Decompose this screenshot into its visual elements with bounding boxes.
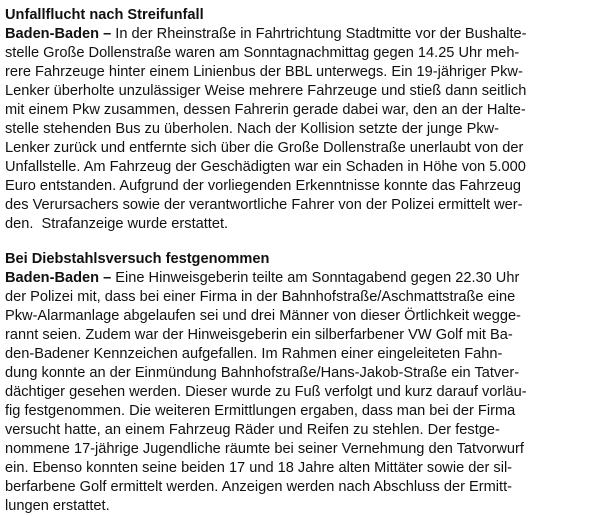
article-text-line: dung konnte an der Einmündung Bahnhofstraße/Hans-Jakob-Straße ein Tatver-	[5, 365, 520, 381]
article-diebstahlsversuch	[5, 250, 597, 516]
article-text-line: der Polizei mit, dass bei einer Firma in der Bahnhofstraße/Aschmattstraße eine	[5, 289, 516, 305]
article-text-line: dächtiger gesehen werden. Dieser wurde zu Fuß verfolgt und kurz darauf vorläu-	[5, 384, 527, 400]
article-text-line: rannt seien. Zudem war der Hinweisgeberin ein silberfarbener VW Golf mit Ba-	[5, 327, 513, 343]
article-text-line: In der Rheinstraße in Fahrtrichtung Stadtmitte vor der Bushalte-	[111, 26, 527, 42]
article-text-line: nommene 17-jährige Jugendliche räumte bei seiner Vernehmung den Tatvorwurf	[5, 441, 524, 457]
article-text-line: versucht hatte, an einem Fahrzeug Räder und Reifen zu stehlen. Der festge-	[5, 422, 500, 438]
article-text-line: stelle Große Dollenstraße waren am Sonntagnachmittag gegen 14.25 Uhr meh-	[5, 45, 520, 61]
article-first-line	[5, 269, 597, 288]
article-unfallflucht	[5, 6, 597, 234]
article-dateline: Baden-Baden –	[5, 270, 112, 286]
article-headline: Bei Diebstahlsversuch festgenommen	[5, 251, 270, 267]
article-text-line: mit einem Pkw zusammen, dessen Fahrerin gerade dabei war, den an der Halte-	[5, 102, 526, 118]
article-text-line: den. Strafanzeige wurde erstattet.	[5, 216, 229, 232]
article-text-line: berfarbene Golf ermittelt werden. Anzeigen werden nach Abschluss der Ermitt-	[5, 479, 512, 495]
article-text-line: fig festgenommen. Die weiteren Ermittlungen ergaben, dass man bei der Firma	[5, 403, 516, 419]
article-text-line: Pkw-Alarmanlage abgelaufen sei und drei Männer von dieser Örtlichkeit wegge-	[5, 308, 521, 324]
article-text-line: des Verursachers sowie der verantwortliche Fahrer von der Polizei ermittelt wer-	[5, 197, 523, 213]
article-text-line: Eine Hinweisgeberin teilte am Sonntagabend gegen 22.30 Uhr	[111, 270, 520, 286]
article-dateline: Baden-Baden –	[5, 26, 112, 42]
article-text-line: Lenker zurück und entfernte sich über die Große Dollenstraße unerlaubt von der	[5, 140, 524, 156]
article-text-line: rere Fahrzeuge hinter einem Linienbus der BBL unterwegs. Ein 19-jähriger Pkw-	[5, 64, 523, 80]
article-text-line: den-Badener Kennzeichen aufgefallen. Im Rahmen einer eingeleiteten Fahn-	[5, 346, 503, 362]
article-text-line: lungen erstattet.	[5, 498, 110, 514]
article-text-line: Euro entstanden. Aufgrund der vorliegenden Erkenntnisse konnte das Fahrzeug	[5, 178, 521, 194]
article-first-line	[5, 25, 597, 44]
article-text-line: Unfallstelle. Am Fahrzeug der Geschädigten war ein Schaden in Höhe von 5.000	[5, 159, 526, 175]
article-text-line: stelle stehenden Bus zu überholen. Nach der Kollision setzte der junge Pkw-	[5, 121, 500, 137]
article-text-line: Lenker überholte unzulässiger Weise mehrere Fahrzeuge und stieß dann seitlich	[5, 83, 527, 99]
article-text-line: ein. Ebenso konnten seine beiden 17 und 18 Jahre alten Mittäter sowie der sil-	[5, 460, 513, 476]
article-headline: Unfallflucht nach Streifunfall	[5, 7, 204, 23]
